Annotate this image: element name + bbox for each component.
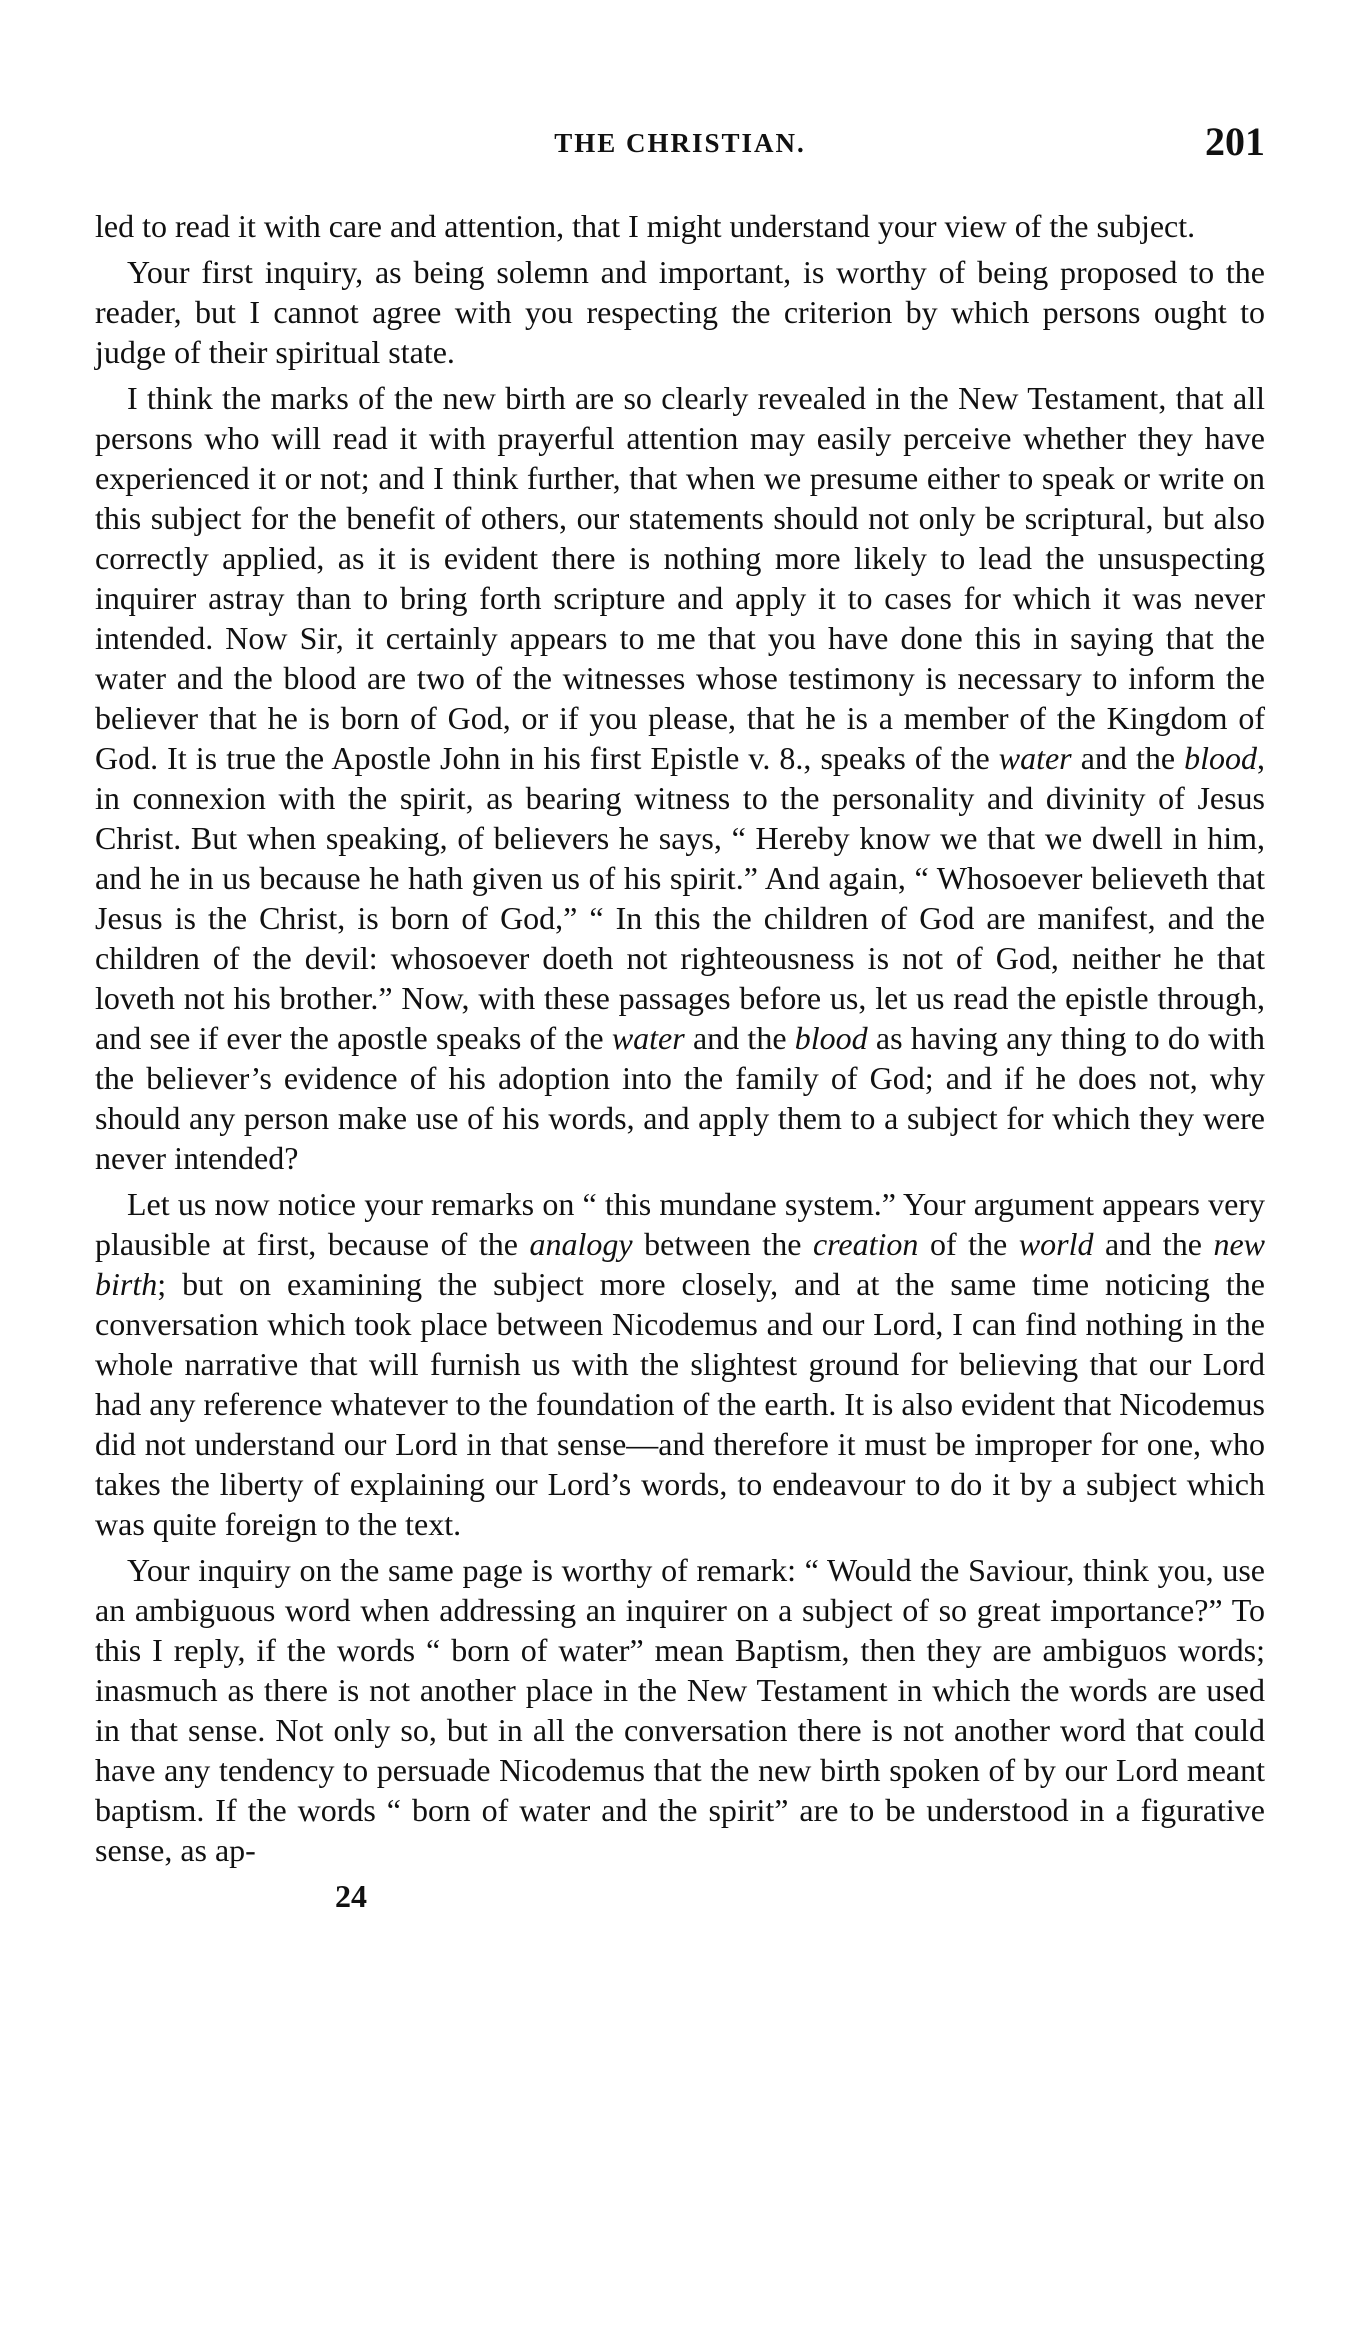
text-segment: and the: [684, 1020, 795, 1056]
paragraph: [95, 252, 1265, 372]
body-text: [95, 206, 1265, 1870]
book-page: [95, 118, 1265, 1915]
italic-text: blood: [1184, 740, 1258, 776]
text-segment: as having any thing to do with the believer’s evidence of his adoption into the family of God; and if he does not, why should any person make use of his words, and apply them to a subject for which they were never intended?: [95, 1020, 1266, 1176]
paragraph: [95, 206, 1265, 246]
text-segment: led to read it with care and attention, that I might understand your view of the subject.: [95, 208, 1196, 244]
text-segment: ; but on examining the subject more closely, and at the same time noticing the conversation which took place between Nicodemus and our Lord, I can find nothing in the whole narrative that will furnish us with the slightest ground for believing that our Lord had any reference whatever to the foundation of the earth. It is also evident that Nicodemus did not understand our Lord in that sense—and therefore it must be improper for one, who takes the liberty of explaining our Lord’s words, to endeavour to do it by a subject which was quite foreign to the text.: [95, 1266, 1265, 1542]
italic-text: blood: [794, 1020, 868, 1056]
italic-text: new birth: [95, 1226, 1266, 1302]
text-segment: Your first inquiry, as being solemn and important, is worthy of being proposed to the reader, but I cannot agree with you respecting the criterion by which persons ought to judge of their spiritual state.: [95, 254, 1265, 370]
text-segment: Your inquiry on the same page is worthy of remark: “ Would the Saviour, think you, use an ambiguous word when addressing an inquirer on a subject of so great importance?” To this I reply, if the words “ born of water” mean Baptism, then they are ambiguos words; inasmuch as there is not another place in the New Testament in which the words are used in that sense. Not only so, but in all the conversation there is not another word that could have any tendency to persuade Nicodemus that the new birth spoken of by our Lord meant baptism. If the words “ born of water and the spirit” are to be understood in a figurative sense, as ap-: [95, 1552, 1265, 1868]
italic-text: creation: [812, 1226, 919, 1262]
italic-text: water: [611, 1020, 685, 1056]
signature-mark: 24: [335, 1878, 367, 1914]
text-segment: Let us now notice your remarks on “ this mundane system.” Your argument appears very plausible at first, because of the: [95, 1186, 1265, 1262]
running-head: THE CHRISTIAN.: [554, 128, 806, 158]
italic-text: water: [998, 740, 1072, 776]
text-segment: and the: [1093, 1226, 1214, 1262]
italic-text: world: [1018, 1226, 1094, 1262]
text-segment: and the: [1071, 740, 1185, 776]
text-segment: of the: [918, 1226, 1019, 1262]
paragraph: [95, 1184, 1265, 1544]
page-number: 201: [1205, 119, 1265, 164]
text-segment: between the: [632, 1226, 813, 1262]
text-segment: I think the marks of the new birth are so clearly revealed in the New Testament, that all persons who will read it with prayerful attention may easily perceive whether they have experienced it or not; and I think further, that when we presume either to speak or write on this subject for the benefit of others, our statements should not only be scriptural, but also correctly applied, as it is evident there is nothing more likely to lead the unsuspecting inquirer astray than to bring forth scripture and apply it to cases for which it was never intended. Now Sir, it certainly appears to me that you have done this in saying that the water and the blood are two of the witnesses whose testimony is necessary to inform the believer that he is born of God, or if you please, that he is a member of the Kingdom of God. It is true the Apostle John in his first Epistle v. 8., speaks of the: [95, 380, 1265, 776]
italic-text: analogy: [529, 1226, 633, 1262]
paragraph: [95, 378, 1265, 1178]
paragraph: [95, 1550, 1265, 1870]
text-segment: , in connexion with the spirit, as bearing witness to the personality and divinity of Jesus Christ. But when speaking, of believers he says, “ Hereby know we that we dwell in him, and he in us because he hath given us of his spirit.” And again, “ Whosoever believeth that Jesus is the Christ, is born of God,” “ In this the children of God are manifest, and the children of the devil: whosoever doeth not righteousness is not of God, neither he that loveth not his brother.” Now, with these passages before us, let us read the epistle through, and see if ever the apostle speaks of the: [95, 740, 1266, 1056]
page-header: [95, 118, 1265, 178]
